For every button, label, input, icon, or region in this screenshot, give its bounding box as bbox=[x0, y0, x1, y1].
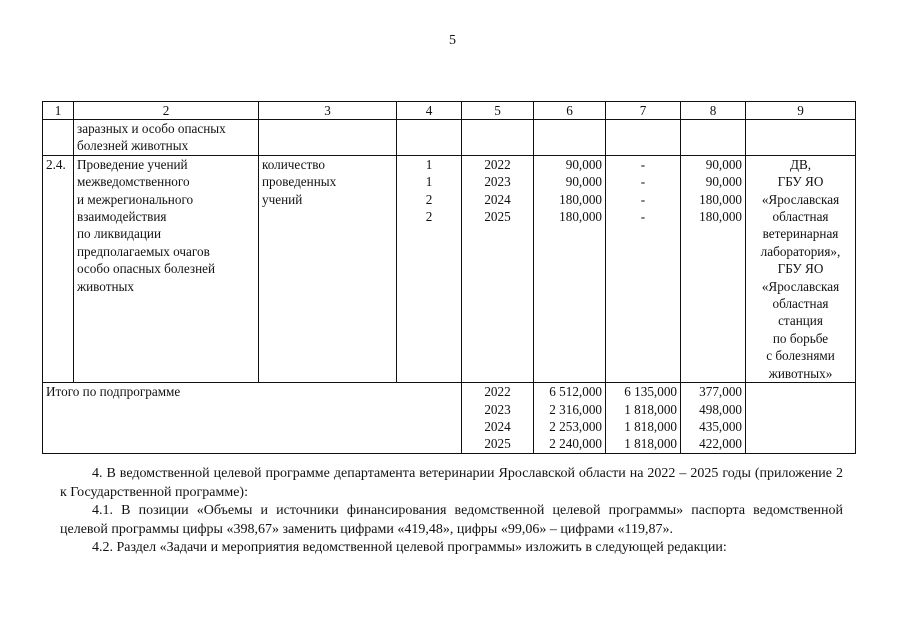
text-line: животных bbox=[77, 278, 134, 294]
column-number: 5 bbox=[462, 102, 534, 120]
text-line: ДВ, bbox=[789, 156, 812, 172]
amount: 2 240,000 bbox=[549, 436, 602, 452]
year: 2022 bbox=[484, 384, 511, 400]
text-line: областная bbox=[772, 209, 829, 225]
program-table bbox=[42, 101, 856, 454]
amount: 6 512,000 bbox=[549, 384, 602, 400]
indicator-value: 1 bbox=[425, 174, 433, 190]
amount: 180,000 bbox=[699, 209, 742, 225]
amount: 1 818,000 bbox=[624, 436, 677, 452]
text-line: взаимодействия bbox=[77, 209, 167, 225]
amount: 90,000 bbox=[565, 174, 602, 190]
cell-indicator-values bbox=[397, 155, 462, 382]
cell-executors bbox=[746, 155, 856, 382]
amount: - bbox=[640, 156, 646, 172]
amount: 435,000 bbox=[699, 418, 742, 434]
amount: - bbox=[640, 174, 646, 190]
paragraph-4: 4. В ведомственной целевой программе департамента ветеринарии Ярославской области на 2022 – 2025 годы (приложение 2 к Государственной программе): bbox=[60, 466, 843, 500]
cell-indicator bbox=[259, 155, 397, 382]
text-line: «Ярославская bbox=[761, 278, 840, 294]
cell-col7 bbox=[606, 383, 681, 454]
amount: - bbox=[640, 191, 646, 207]
text-line: учений bbox=[262, 191, 303, 207]
amount: 6 135,000 bbox=[624, 384, 677, 400]
text-line: заразных и особо опасных bbox=[77, 121, 226, 136]
column-number-row bbox=[43, 102, 856, 120]
cell-total bbox=[534, 383, 606, 454]
text-line: областная bbox=[772, 296, 829, 312]
column-number: 7 bbox=[606, 102, 681, 120]
text-line: с болезнями bbox=[766, 348, 835, 364]
text-line: станция bbox=[778, 313, 823, 329]
text-line: предполагаемых очагов bbox=[77, 243, 210, 259]
amount: 498,000 bbox=[699, 401, 742, 417]
amount: 2 253,000 bbox=[549, 418, 602, 434]
text-line: лаборатория», bbox=[760, 243, 841, 259]
amount: 180,000 bbox=[559, 191, 602, 207]
amount: 377,000 bbox=[699, 384, 742, 400]
year: 2023 bbox=[484, 174, 511, 190]
year: 2024 bbox=[484, 191, 511, 207]
column-number: 9 bbox=[746, 102, 856, 120]
text-line: ГБУ ЯО bbox=[777, 261, 824, 277]
text-line: Проведение учений bbox=[77, 156, 188, 172]
year: 2024 bbox=[484, 418, 511, 434]
table-row-2-4 bbox=[43, 155, 856, 382]
column-number: 3 bbox=[259, 102, 397, 120]
total-label: Итого по подпрограмме bbox=[46, 384, 181, 400]
cell-name bbox=[74, 155, 259, 382]
text-line: животных» bbox=[768, 365, 833, 381]
column-number: 4 bbox=[397, 102, 462, 120]
amount: - bbox=[640, 209, 646, 225]
column-number: 6 bbox=[534, 102, 606, 120]
text-line: ГБУ ЯО bbox=[777, 174, 824, 190]
indicator-value: 1 bbox=[425, 156, 433, 172]
year: 2022 bbox=[484, 156, 511, 172]
indicator-value: 2 bbox=[425, 191, 433, 207]
amount: 422,000 bbox=[699, 436, 742, 452]
text-line: по ликвидации bbox=[77, 226, 162, 242]
text-line: проведенных bbox=[262, 174, 337, 190]
amount: 90,000 bbox=[565, 156, 602, 172]
amount: 180,000 bbox=[699, 191, 742, 207]
table-row-continued bbox=[43, 120, 856, 156]
amount: 1 818,000 bbox=[624, 418, 677, 434]
text-line: по борьбе bbox=[772, 330, 829, 346]
cell-col8 bbox=[681, 155, 746, 382]
indicator-value: 2 bbox=[425, 209, 433, 225]
text-line: особо опасных болезней bbox=[77, 261, 216, 277]
cell-name bbox=[74, 120, 259, 156]
cell-years bbox=[462, 383, 534, 454]
year: 2025 bbox=[484, 209, 511, 225]
cell-col7 bbox=[606, 155, 681, 382]
text-line: и межрегионального bbox=[77, 191, 194, 207]
cell-total-label bbox=[43, 383, 462, 454]
amount: 90,000 bbox=[705, 174, 742, 190]
paragraph-4-2: 4.2. Раздел «Задачи и мероприятия ведомственной целевой программы» изложить в следующей редакции: bbox=[92, 540, 727, 555]
paragraph-4-1: 4.1. В позиции «Объемы и источники финансирования ведомственной целевой программы» паспорта ведомственной целевой программы цифры «398,67» заменить цифрами «419,48», цифры «99,06» – цифрами «119,87». bbox=[60, 503, 843, 537]
table-row-total bbox=[43, 383, 856, 454]
column-number: 8 bbox=[681, 102, 746, 120]
text-line: болезней животных bbox=[77, 138, 189, 154]
year: 2025 bbox=[484, 436, 511, 452]
amount: 180,000 bbox=[559, 209, 602, 225]
text-line: ветеринарная bbox=[762, 226, 839, 242]
text-line: межведомственного bbox=[77, 174, 190, 190]
page-number: 5 bbox=[449, 33, 456, 48]
amount: 90,000 bbox=[705, 156, 742, 172]
text-line: «Ярославская bbox=[761, 191, 840, 207]
amount: 1 818,000 bbox=[624, 401, 677, 417]
amount: 2 316,000 bbox=[549, 401, 602, 417]
column-number: 2 bbox=[74, 102, 259, 120]
column-number: 1 bbox=[43, 102, 74, 120]
cell-row-number: 2.4. bbox=[43, 155, 74, 382]
cell-years bbox=[462, 155, 534, 382]
year: 2023 bbox=[484, 401, 511, 417]
cell-col8 bbox=[681, 383, 746, 454]
cell-total bbox=[534, 155, 606, 382]
text-line: количество bbox=[262, 156, 325, 172]
